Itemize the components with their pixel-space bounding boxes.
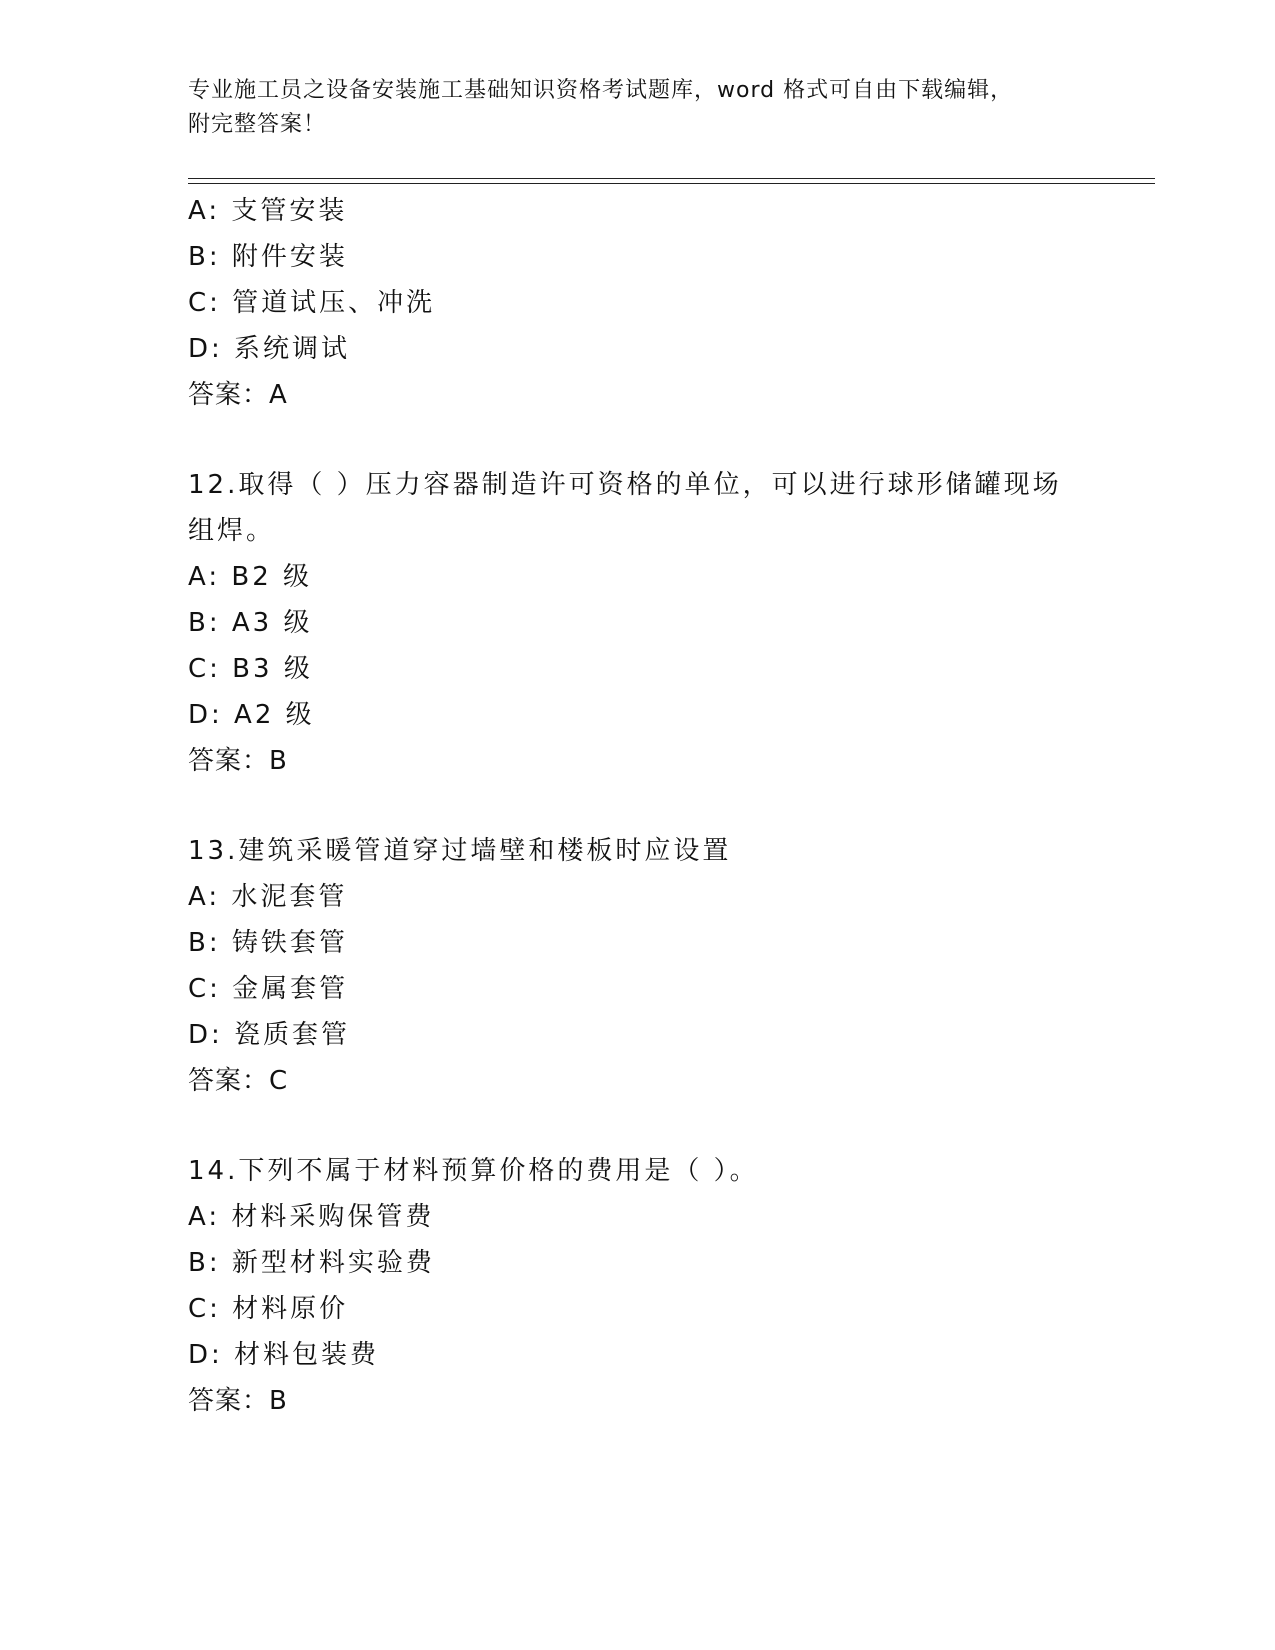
header-divider-bottom	[188, 183, 1155, 184]
header-divider-top	[188, 178, 1155, 179]
option-a: A: 支管安装	[188, 196, 348, 226]
option-a: A: B2 级	[188, 562, 312, 592]
question-12	[188, 462, 1088, 784]
header-line-1: 专业施工员之设备安装施工基础知识资格考试题库，word 格式可自由下载编辑，	[188, 78, 1014, 103]
option-b: B: A3 级	[188, 608, 313, 638]
option-c: C: 材料原价	[188, 1294, 349, 1324]
option-b: B: 新型材料实验费	[188, 1248, 435, 1278]
option-c: C: 金属套管	[188, 974, 349, 1004]
question-stem: 13.建筑采暖管道穿过墙壁和楼板时应设置	[188, 836, 732, 866]
header-line-2: 附完整答案！	[188, 112, 327, 137]
document-header	[188, 74, 1088, 142]
option-a: A: 材料采购保管费	[188, 1202, 435, 1232]
option-b: B: 附件安装	[188, 242, 348, 272]
spacer	[188, 418, 1088, 462]
answer-line: 答案：B	[188, 1386, 288, 1416]
option-c: C: 管道试压、冲洗	[188, 288, 436, 318]
question-list	[188, 188, 1088, 1424]
question-stem: 14.下列不属于材料预算价格的费用是（ ）。	[188, 1156, 759, 1186]
option-c: C: B3 级	[188, 654, 313, 684]
option-d: D: 瓷质套管	[188, 1020, 351, 1050]
question-11	[188, 188, 1088, 418]
spacer	[188, 784, 1088, 828]
question-13	[188, 828, 1088, 1104]
answer-line: 答案：C	[188, 1066, 289, 1096]
option-b: B: 铸铁套管	[188, 928, 348, 958]
option-d: D: 材料包装费	[188, 1340, 380, 1370]
option-d: D: 系统调试	[188, 334, 351, 364]
spacer	[188, 1104, 1088, 1148]
question-stem-line-2: 组焊。	[188, 516, 276, 546]
question-stem-line-1: 12.取得（ ）压力容器制造许可资格的单位，可以进行球形储罐现场	[188, 470, 1062, 500]
question-14	[188, 1148, 1088, 1424]
option-d: D: A2 级	[188, 700, 315, 730]
option-a: A: 水泥套管	[188, 882, 348, 912]
answer-line: 答案：B	[188, 746, 288, 776]
answer-line: 答案：A	[188, 380, 288, 410]
